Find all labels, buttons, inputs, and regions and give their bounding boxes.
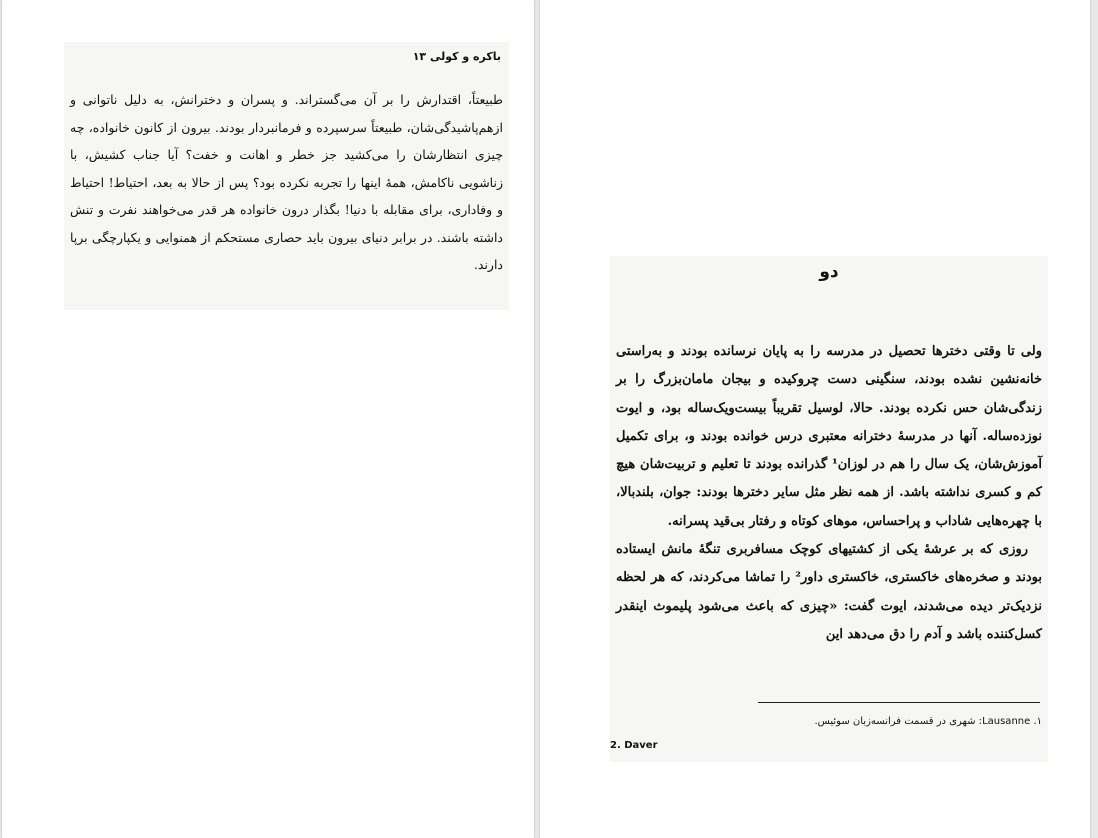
footnote-1: ۱. Lausanne: شهری در قسمت فرانسه‌زبان سوئیس. [814,716,1042,727]
right-paragraph-1: ولی تا وقتی دخترها تحصیل در مدرسه را به پایان نرسانده بودند و به‌راستی خانه‌نشین نشده بودند، سنگینی دست چروکیده و بیجان مامان‌بزرگ را بر زندگی‌شان حس نکرده بودند. حالا، لوسیل تقریباً بیست‌ویک‌ساله بود، و ایوت نوزده‌ساله. آنها در مدرسهٔ دخترانه معتبری درس خوانده بودند و، برای تکمیل آموزش‌شان، یک سال را هم در لوزان¹ گذرانده بودند تا تعلیم و تربیت‌شان هیچ کم و کسری نداشته باشد. از همه نظر مثل سایر دخترها بودند: جوان، بلندبالا، با چهره‌هایی شاداب و پراحساس، موهای کوتاه و رفتار بی‌قید پسرانه. [616,344,1042,529]
left-page-scan [64,42,509,310]
footnote-divider [758,702,1040,703]
right-paragraph-2: روزی که بر عرشهٔ یکی از کشتیهای کوچک مسافربری تنگهٔ مانش ایستاده بودند و صخره‌های خاکستری، خاکستری داور² را تماشا می‌کردند، که هر لحظه نزدیک‌تر دیده می‌شدند، ایوت گفت: «چیزی که باعث می‌شود پلیموث اینقدر کسل‌کننده باشد و آدم را دق می‌دهد این [616,542,1042,642]
left-page-body [70,86,503,279]
left-paragraph: طبیعتاً، اقتدارش را بر آن می‌گستراند. و پسران و دخترانش، به دلیل ناتوانی و ازهم‌پاشیدگی‌شان، طبیعتاً سرسپرده و فرمانبردار بودند. بیرون از کانون خانواده، چه چیزی انتظارشان را می‌کشید جز خطر و اهانت و خفت؟ آیا جناب کشیش، با زناشویی ناکامش، همهٔ اینها را تجربه نکرده بود؟ پس از حالا به بعد، احتیاط! احتیاط و وفاداری، برای مقابله با دنیا! بگذار درون خانواده هر قدر می‌خواهند نفرت و تنش داشته باشند. در برابر دنیای بیرون باید حصاری مستحکم از همنوایی و یکپارچگی برپا دارند. [70,92,503,272]
footnote-2: 2. Daver [610,740,658,751]
right-page [540,0,1090,838]
running-head: باکره و کولی ۱۳ [412,50,501,63]
left-page [2,0,534,838]
right-page-body [616,338,1042,649]
right-page-scan [610,256,1048,762]
chapter-title: دو [819,262,839,282]
